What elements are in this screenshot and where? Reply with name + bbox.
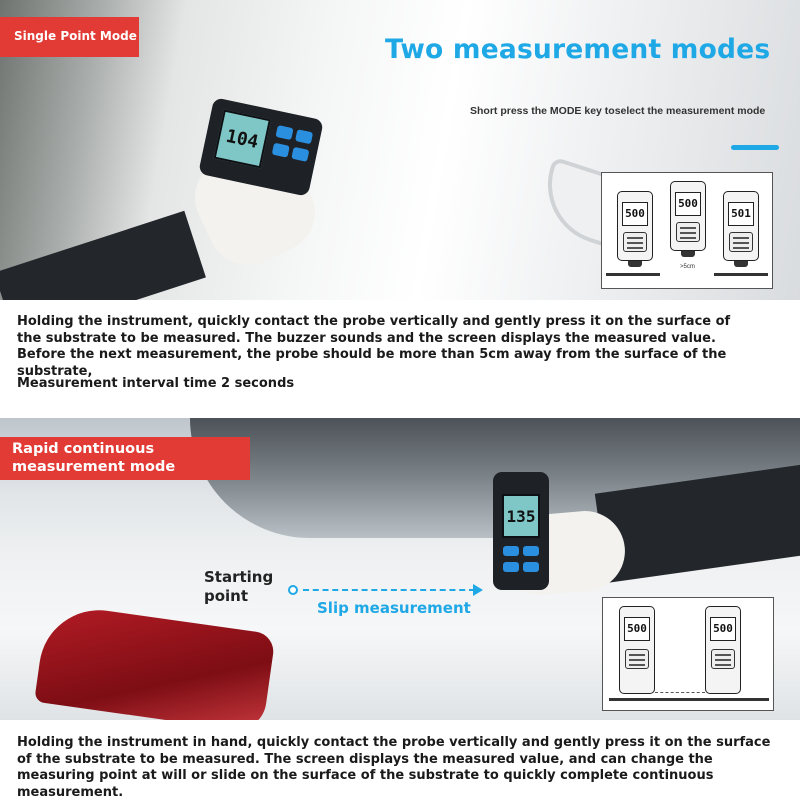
interval-note: Measurement interval time 2 seconds [17, 376, 295, 391]
diagram-device-2 [670, 181, 706, 251]
slip-path-arrow [303, 589, 475, 591]
device-screen: 104 [214, 109, 271, 168]
device-key [275, 125, 293, 140]
arrow-right-icon [473, 584, 483, 596]
diagram-device-1 [619, 606, 655, 694]
diagram-reading-3: 501 [728, 202, 754, 226]
diagram-device-2 [705, 606, 741, 694]
diagram-probe [628, 261, 642, 267]
starting-point-label: Starting point [204, 568, 274, 605]
device-key [503, 562, 519, 572]
diagram-slide-path [655, 692, 705, 693]
diagram-substrate [714, 273, 768, 276]
diagram-reading-1: 500 [624, 617, 650, 641]
diagram-reading-2: 500 [710, 617, 736, 641]
diagram-probe [734, 261, 748, 267]
device-key [291, 147, 309, 162]
single-mode-description: Holding the instrument, quickly contact the probe vertically and gently press it on the surface of the substrate to be measured. The buzzer sounds and the screen displays the measured value. Before the next measurement, the probe should be more than 5cm away from the surface of the substrate, [17, 314, 731, 379]
diagram-keypad [711, 649, 735, 669]
diagram-device-3 [723, 191, 759, 261]
starting-point-marker [288, 585, 298, 595]
diagram-reading-2: 500 [675, 192, 701, 216]
diagram-substrate [606, 273, 660, 276]
diagram-keypad [625, 649, 649, 669]
diagram-substrate [609, 698, 769, 701]
diagram-reading-1: 500 [622, 202, 648, 226]
diagram-probe [681, 251, 695, 257]
distance-label: >5cm [680, 264, 695, 270]
single-point-mode-tag: Single Point Mode [0, 17, 139, 57]
slip-measurement-label: Slip measurement [317, 599, 471, 617]
diagram-device-1 [617, 191, 653, 261]
device-screen: 135 [502, 494, 540, 538]
mode-key-subhead: Short press the MODE key toselect the measurement mode [470, 105, 766, 117]
continuous-mode-tag: Rapid continuous measurement mode [0, 437, 250, 480]
device-key [523, 562, 539, 572]
single-mode-diagram [601, 172, 773, 289]
diagram-keypad [623, 232, 647, 252]
page-headline: Two measurement modes [385, 34, 771, 65]
continuous-mode-description: Holding the instrument in hand, quickly contact the probe vertically and gently press it on the surface of the substrate to be measured. The screen displays the measured value, and can change the measuring point at will or slide on the surface of the substrate to quickly complete continuous measurement. [17, 735, 771, 800]
diagram-keypad [676, 222, 700, 242]
device-key [523, 546, 539, 556]
device-key [272, 143, 290, 158]
device-key [503, 546, 519, 556]
continuous-mode-diagram [602, 597, 774, 711]
car-taillight [34, 602, 276, 720]
diagram-keypad [729, 232, 753, 252]
sleeve [0, 211, 206, 300]
gauge-device [493, 472, 549, 590]
device-key [295, 129, 313, 144]
accent-bar [731, 145, 779, 150]
